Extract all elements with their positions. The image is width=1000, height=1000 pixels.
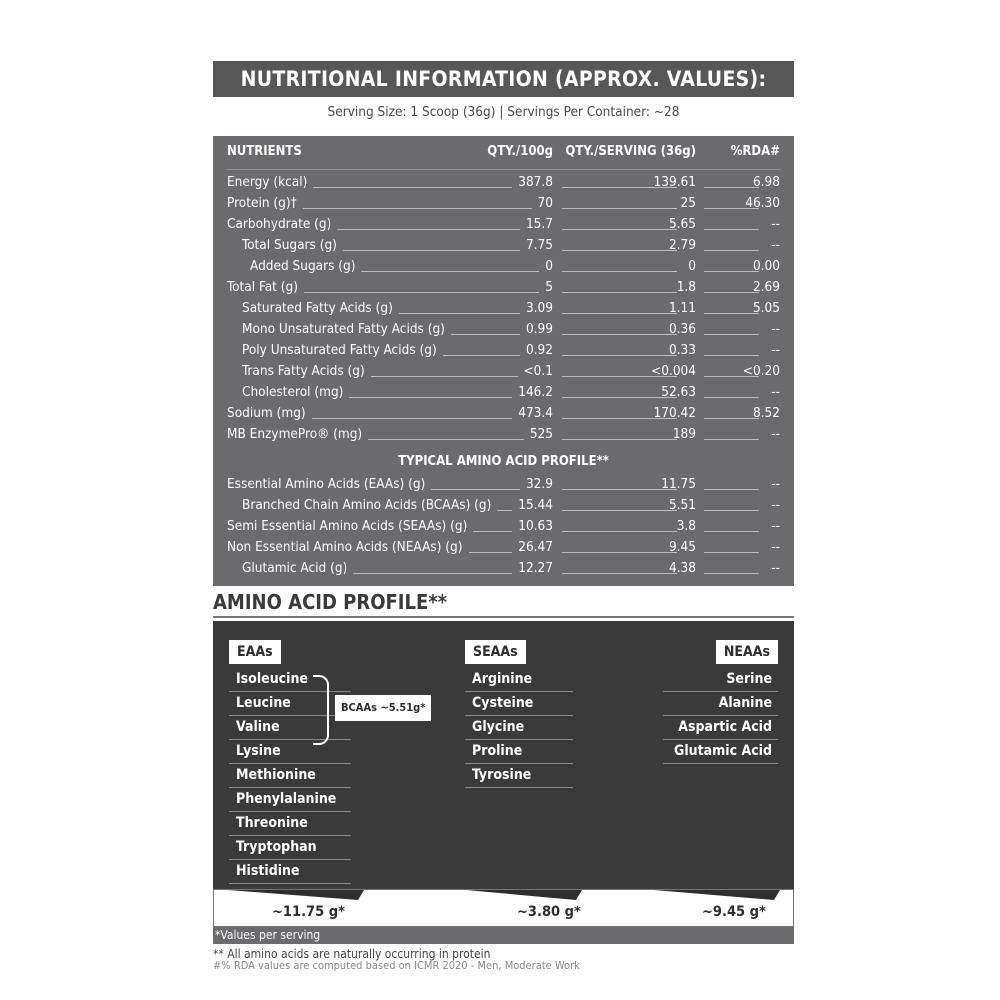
qty-per-serving: 0: [688, 258, 696, 274]
nutrient-name: Total Sugars (g): [242, 237, 337, 253]
nutrient-row: [213, 382, 794, 403]
per-serving-note: *Values per serving: [213, 927, 794, 944]
item-divider: [663, 763, 778, 764]
rda-value: 6.98: [752, 174, 780, 190]
leader-line: [704, 229, 759, 230]
nutrient-name: Glutamic Acid (g): [242, 560, 348, 576]
leader-line: [704, 510, 759, 511]
neaas-total-pointer: [654, 890, 780, 900]
amino-acid-item: Glycine: [472, 719, 525, 735]
leader-line: [349, 397, 512, 398]
leader-line: [343, 250, 520, 251]
header-divider: [226, 169, 781, 170]
rda-value: 5.05: [752, 300, 780, 316]
leader-line: [562, 531, 677, 532]
leader-line: [562, 552, 677, 553]
nutrient-name: MB EnzymePro® (mg): [227, 426, 363, 442]
leader-line: [399, 313, 520, 314]
amino-acid-item: Arginine: [472, 671, 533, 687]
qty-per-100g: 146.2: [518, 384, 553, 400]
header-per-serving: QTY./SERVING (36g): [565, 144, 696, 159]
amino-acid-item: Glutamic Acid: [674, 743, 772, 759]
leader-line: [704, 334, 759, 335]
rda-value: --: [771, 539, 780, 555]
nutrient-row: [213, 474, 794, 495]
amino-acid-item: Proline: [472, 743, 523, 759]
nutrient-name: Carbohydrate (g): [227, 216, 332, 232]
seaas-total: ~3.80 g*: [517, 904, 581, 920]
nutrient-name: Cholesterol (mg): [242, 384, 344, 400]
rda-value: --: [771, 384, 780, 400]
amino-acid-item: Serine: [726, 671, 772, 687]
qty-per-serving: 0.36: [668, 321, 696, 337]
rda-value: --: [771, 518, 780, 534]
leader-line: [704, 552, 759, 553]
qty-per-100g: 0: [545, 258, 553, 274]
rda-value: --: [771, 497, 780, 513]
rda-value: --: [771, 426, 780, 442]
qty-per-100g: 387.8: [518, 174, 553, 190]
qty-per-100g: 3.09: [525, 300, 553, 316]
qty-per-100g: 0.99: [525, 321, 553, 337]
amino-acid-item: Leucine: [236, 695, 291, 711]
qty-per-serving: 52.63: [661, 384, 696, 400]
qty-per-100g: 15.7: [525, 216, 553, 232]
item-divider: [465, 787, 573, 788]
heading-divider: [213, 616, 794, 618]
bcaa-brace: [313, 675, 329, 745]
header-rda: %RDA#: [730, 144, 780, 159]
qty-per-serving: 2.79: [668, 237, 696, 253]
nutrient-row: [213, 558, 794, 579]
footnote-amino: ** All amino acids are naturally occurring in protein: [213, 947, 491, 961]
qty-per-100g: 473.4: [518, 405, 553, 421]
leader-line: [562, 292, 677, 293]
qty-per-serving: 189: [672, 426, 696, 442]
nutrient-row: [213, 403, 794, 424]
qty-per-serving: 170.42: [653, 405, 696, 421]
rda-value: --: [771, 476, 780, 492]
leader-line: [562, 271, 677, 272]
nutrition-table: [213, 136, 794, 586]
qty-per-100g: 525: [529, 426, 553, 442]
qty-per-serving: 3.8: [676, 518, 696, 534]
leader-line: [562, 355, 677, 356]
eaas-total: ~11.75 g*: [272, 904, 345, 920]
leader-line: [704, 573, 759, 574]
nutrient-name: Non Essential Amino Acids (NEAAs) (g): [227, 539, 463, 555]
leader-line: [562, 313, 677, 314]
leader-line: [361, 271, 539, 272]
nutrient-name: Saturated Fatty Acids (g): [242, 300, 393, 316]
rda-value: --: [771, 560, 780, 576]
qty-per-serving: 1.8: [676, 279, 696, 295]
amino-acid-item: Histidine: [236, 863, 300, 879]
amino-acid-item: Methionine: [236, 767, 316, 783]
nutrient-row: [213, 424, 794, 445]
leader-line: [704, 397, 759, 398]
amino-acid-item: Phenylalanine: [236, 791, 337, 807]
rda-value: 0.00: [752, 258, 780, 274]
leader-line: [443, 355, 520, 356]
amino-acid-item: Lysine: [236, 743, 281, 759]
rda-value: --: [771, 216, 780, 232]
leader-line: [562, 397, 677, 398]
leader-line: [704, 355, 759, 356]
leader-line: [704, 531, 759, 532]
qty-per-100g: 32.9: [525, 476, 553, 492]
qty-per-serving: 5.65: [668, 216, 696, 232]
leader-line: [312, 418, 512, 419]
rda-value: --: [771, 321, 780, 337]
leader-line: [562, 250, 677, 251]
leader-line: [562, 489, 677, 490]
header-per-100g: QTY./100g: [487, 144, 553, 159]
leader-line: [371, 376, 518, 377]
nutrient-name: Mono Unsaturated Fatty Acids (g): [242, 321, 445, 337]
qty-per-serving: 0.33: [668, 342, 696, 358]
nutrient-name: Energy (kcal): [227, 174, 308, 190]
nutrient-row: [213, 235, 794, 256]
nutrient-row: [213, 277, 794, 298]
qty-per-100g: 70: [537, 195, 553, 211]
leader-line: [562, 439, 677, 440]
typical-amino-title: TYPICAL AMINO ACID PROFILE**: [398, 454, 609, 469]
leader-line: [704, 489, 759, 490]
amino-acid-item: Valine: [236, 719, 280, 735]
qty-per-100g: 0.92: [525, 342, 553, 358]
seaas-tag: SEAAs: [465, 640, 526, 664]
qty-per-100g: 10.63: [518, 518, 553, 534]
leader-line: [704, 439, 759, 440]
qty-per-100g: 12.27: [518, 560, 553, 576]
leader-line: [497, 510, 512, 511]
neaas-tag: NEAAs: [716, 640, 778, 664]
qty-per-serving: 139.61: [653, 174, 696, 190]
qty-per-serving: 25: [680, 195, 696, 211]
amino-totals-bar: [213, 889, 794, 927]
leader-line: [562, 573, 677, 574]
nutrient-name: Added Sugars (g): [250, 258, 356, 274]
amino-acid-item: Alanine: [718, 695, 772, 711]
leader-line: [704, 313, 759, 314]
nutrient-name: Trans Fatty Acids (g): [242, 363, 365, 379]
qty-per-serving: 4.38: [668, 560, 696, 576]
nutrient-row: [213, 172, 794, 193]
qty-per-100g: 26.47: [518, 539, 553, 555]
leader-line: [562, 208, 677, 209]
amino-acid-item: Cysteine: [472, 695, 534, 711]
leader-line: [469, 552, 512, 553]
nutrient-name: Total Fat (g): [227, 279, 298, 295]
amino-profile-panel: [213, 621, 794, 889]
leader-line: [704, 250, 759, 251]
bcaa-note: BCAAs ~5.51g*: [335, 695, 431, 721]
leader-line: [451, 334, 520, 335]
leader-line: [473, 531, 512, 532]
item-divider: [229, 883, 351, 884]
qty-per-serving: 9.45: [668, 539, 696, 555]
nutrient-name: Sodium (mg): [227, 405, 306, 421]
leader-line: [431, 489, 520, 490]
nutrient-row: [213, 361, 794, 382]
nutrient-name: Branched Chain Amino Acids (BCAAs) (g): [242, 497, 492, 513]
amino-acid-item: Threonine: [236, 815, 308, 831]
footnote-rda: #% RDA values are computed based on ICMR 2020 - Men, Moderate Work: [213, 959, 580, 972]
nutrient-row: [213, 516, 794, 537]
nutrient-name: Poly Unsaturated Fatty Acids (g): [242, 342, 437, 358]
nutrient-row: [213, 193, 794, 214]
leader-line: [304, 292, 539, 293]
rda-value: --: [771, 237, 780, 253]
nutrient-row: [213, 537, 794, 558]
leader-line: [337, 229, 520, 230]
amino-acid-item: Tyrosine: [472, 767, 532, 783]
qty-per-100g: <0.1: [523, 363, 553, 379]
nutrient-name: Protein (g)†: [227, 195, 297, 211]
nutrient-row: [213, 256, 794, 277]
leader-line: [562, 229, 677, 230]
nutrient-row: [213, 319, 794, 340]
rda-value: 8.52: [752, 405, 780, 421]
qty-per-100g: 15.44: [518, 497, 553, 513]
rda-value: <0.20: [742, 363, 780, 379]
page-title: NUTRITIONAL INFORMATION (APPROX. VALUES):: [213, 61, 794, 97]
leader-line: [704, 271, 759, 272]
qty-per-100g: 5: [545, 279, 553, 295]
leader-line: [562, 510, 677, 511]
qty-per-serving: 1.11: [668, 300, 696, 316]
leader-line: [353, 573, 512, 574]
nutrient-name: Semi Essential Amino Acids (SEAAs) (g): [227, 518, 468, 534]
header-nutrients: NUTRIENTS: [227, 144, 302, 159]
nutrient-row: [213, 298, 794, 319]
amino-acid-item: Isoleucine: [236, 671, 308, 687]
serving-info: Serving Size: 1 Scoop (36g) | Servings Per Container: ~28: [327, 104, 680, 120]
qty-per-100g: 7.75: [525, 237, 553, 253]
nutrient-name: Essential Amino Acids (EAAs) (g): [227, 476, 426, 492]
leader-line: [368, 439, 524, 440]
eaas-total-pointer: [228, 890, 364, 900]
qty-per-serving: <0.004: [651, 363, 696, 379]
seaas-total-pointer: [466, 890, 582, 900]
leader-line: [562, 334, 677, 335]
amino-acid-item: Aspartic Acid: [678, 719, 772, 735]
qty-per-serving: 5.51: [668, 497, 696, 513]
amino-profile-heading: AMINO ACID PROFILE**: [213, 590, 448, 614]
leader-line: [313, 187, 512, 188]
qty-per-serving: 11.75: [661, 476, 696, 492]
leader-line: [303, 208, 532, 209]
rda-value: --: [771, 342, 780, 358]
nutrient-row: [213, 214, 794, 235]
rda-value: 46.30: [745, 195, 780, 211]
leader-line: [704, 187, 759, 188]
eaas-tag: EAAs: [229, 640, 281, 664]
leader-line: [704, 418, 759, 419]
nutrient-row: [213, 495, 794, 516]
amino-acid-item: Tryptophan: [236, 839, 317, 855]
nutrient-row: [213, 340, 794, 361]
leader-line: [704, 292, 759, 293]
neaas-total: ~9.45 g*: [702, 904, 766, 920]
rda-value: 2.69: [752, 279, 780, 295]
